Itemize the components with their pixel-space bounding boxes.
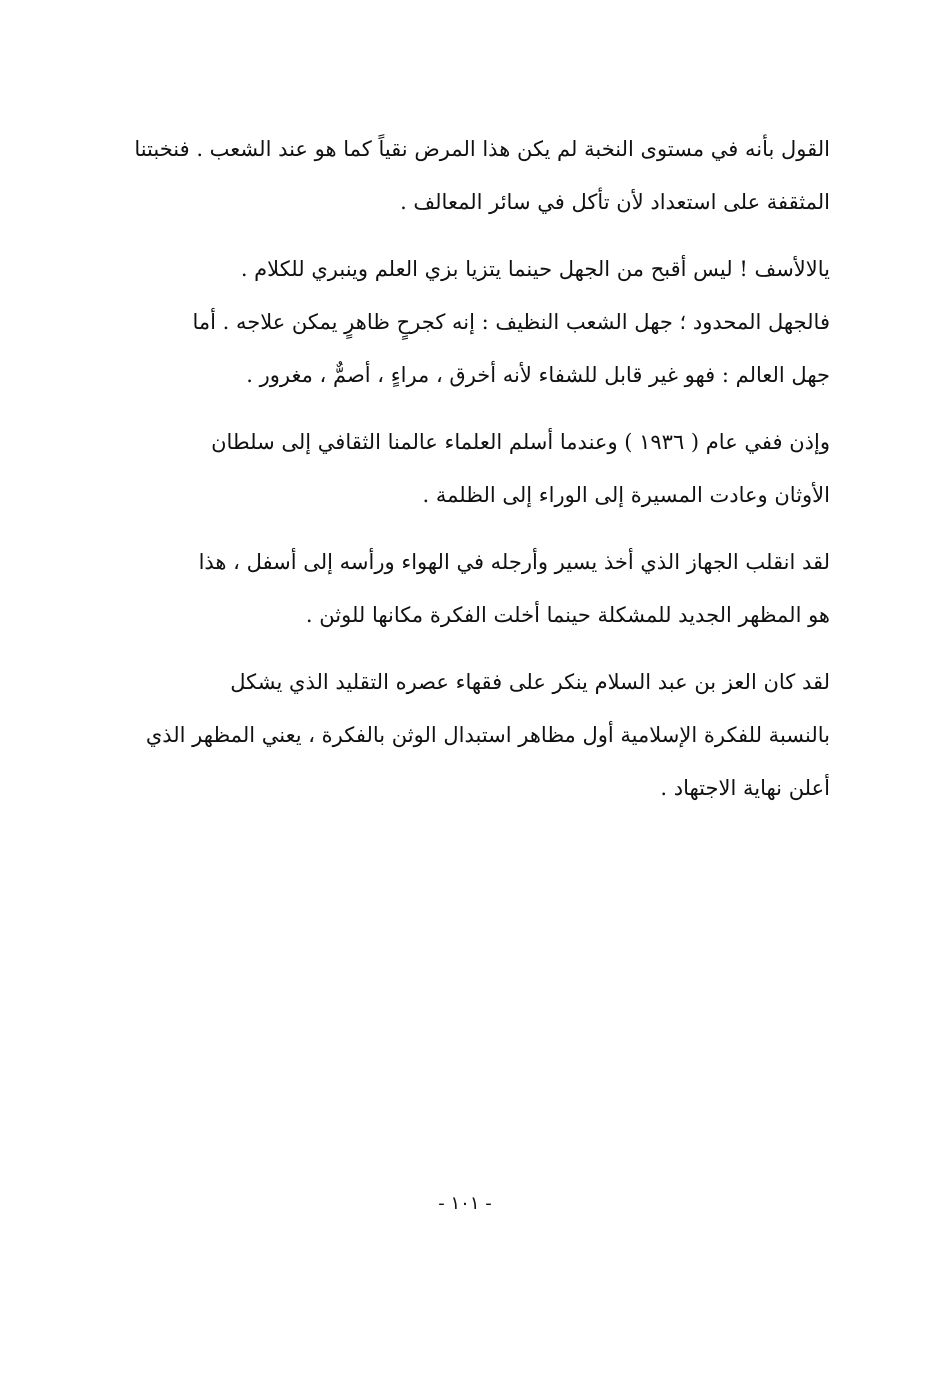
text-line: لقد انقلب الجهاز الذي أخذ يسير وأرجله في الهواء ورأسه إلى أسفل ، هذا — [198, 550, 830, 574]
text-line: المثقفة على استعداد لأن تأكل في سائر المعالف . — [400, 190, 830, 214]
paragraph-2 — [148, 243, 830, 402]
text-line: فالجهل المحدود ؛ جهل الشعب النظيف : إنه كجرحٍ ظاهرٍ يمكن علاجه . أما — [192, 310, 830, 334]
page-number: - ١٠١ - — [438, 1193, 492, 1214]
paragraph-4 — [148, 536, 830, 642]
text-line: لقد كان العز بن عبد السلام ينكر على فقهاء عصره التقليد الذي يشكل — [230, 670, 830, 694]
text-line: القول بأنه في مستوى النخبة لم يكن هذا المرض نقياً كما هو عند الشعب . فنخبتنا — [134, 137, 830, 161]
text-line: هو المظهر الجديد للمشكلة حينما أخلت الفكرة مكانها للوثن . — [305, 603, 830, 627]
page-body — [134, 123, 830, 815]
paragraph-1 — [134, 123, 830, 229]
text-line: جهل العالم : فهو غير قابل للشفاء لأنه أخرق ، مراءٍ ، أصمٌّ ، مغرور . — [246, 363, 830, 387]
text-line: أعلن نهاية الاجتهاد . — [660, 776, 830, 800]
paragraph-5 — [145, 656, 830, 815]
paragraph-3 — [148, 416, 830, 522]
text-line: الأوثان وعادت المسيرة إلى الوراء إلى الظلمة . — [422, 483, 830, 507]
text-line: يالالأسف ! ليس أقبح من الجهل حينما يتزيا بزي العلم وينبري للكلام . — [240, 257, 830, 281]
text-line: وإذن ففي عام ( ١٩٣٦ ) وعندما أسلم العلماء عالمنا الثقافي إلى سلطان — [211, 430, 830, 454]
text-line: بالنسبة للفكرة الإسلامية أول مظاهر استبدال الوثن بالفكرة ، يعني المظهر الذي — [145, 723, 830, 747]
